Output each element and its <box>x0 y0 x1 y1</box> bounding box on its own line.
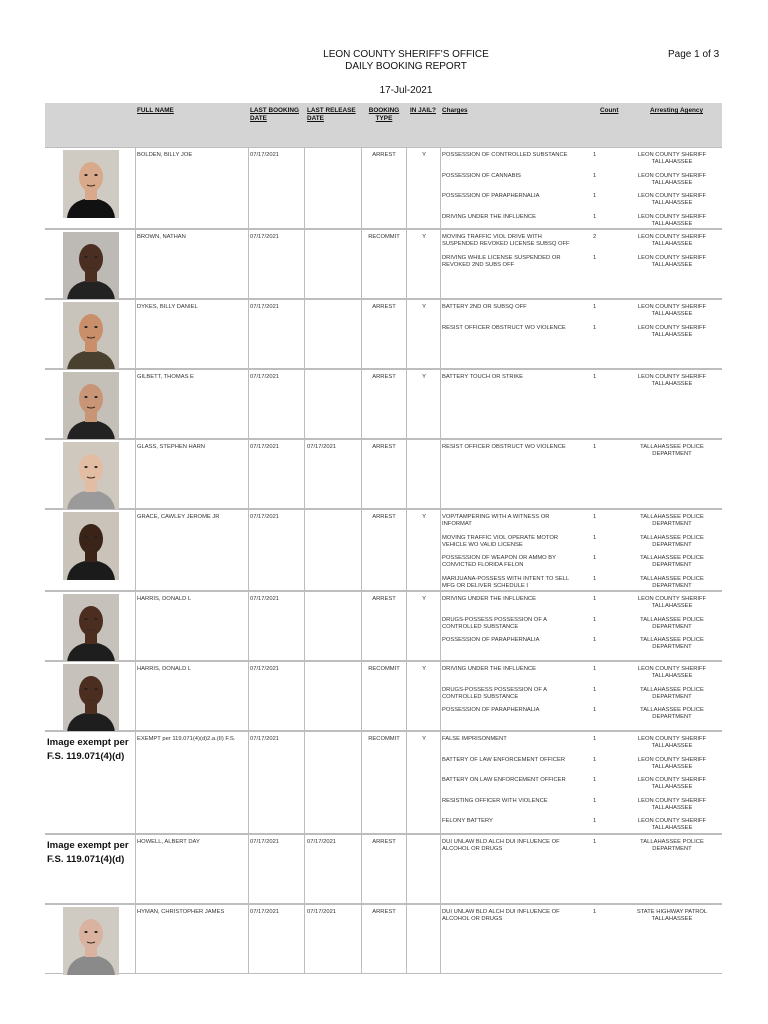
full-name: GLASS, STEPHEN HARN <box>137 444 205 450</box>
mugshot-photo <box>63 442 119 510</box>
column-divider <box>361 732 362 833</box>
column-divider <box>440 148 441 228</box>
column-divider <box>248 370 249 438</box>
column-divider <box>304 300 305 368</box>
column-divider <box>440 835 441 903</box>
full-name: HARRIS, DONALD L <box>137 666 192 672</box>
column-divider <box>406 510 407 590</box>
column-divider <box>406 835 407 903</box>
release-date: 07/17/2021 <box>307 839 337 845</box>
column-divider <box>135 662 136 730</box>
col-last-release-line1: LAST RELEASE <box>307 107 356 114</box>
mugshot-image <box>63 232 119 300</box>
column-divider <box>440 370 441 438</box>
mugshot-photo <box>63 150 119 218</box>
column-divider <box>361 905 362 973</box>
charge-description: POSSESSION OF CONTROLLED SUBSTANCE <box>442 152 568 158</box>
booking-date: 07/17/2021 <box>250 514 280 520</box>
mugshot-image <box>63 664 119 732</box>
col-booking-type-line1: BOOKING <box>368 107 400 114</box>
arresting-agency: TALLAHASSEE POLICE DEPARTMENT <box>640 575 704 589</box>
table-header <box>45 103 722 147</box>
booking-type: RECOMMIT <box>368 666 400 672</box>
column-divider <box>304 592 305 660</box>
full-name: EXEMPT per 119.071(4)(d)2.a.(II) F.S. <box>137 736 236 742</box>
column-divider <box>135 440 136 508</box>
charge-description: FELONY BATTERY <box>442 818 493 824</box>
charge-count: 1 <box>593 534 597 541</box>
booking-type: ARREST <box>372 514 396 520</box>
charge-description: DRIVING UNDER THE INFLUENCE <box>442 666 536 672</box>
column-divider <box>304 148 305 228</box>
column-divider <box>406 148 407 228</box>
arresting-agency: TALLAHASSEE POLICE DEPARTMENT <box>640 555 704 568</box>
arresting-agency: TALLAHASSEE POLICE DEPARTMENT <box>640 514 704 527</box>
charge-count: 1 <box>593 797 597 804</box>
booking-date: 07/17/2021 <box>250 839 280 845</box>
booking-type: ARREST <box>372 374 396 380</box>
arresting-agency: LEON COUNTY SHERIFF TALLAHASSEE <box>637 818 707 831</box>
col-booking-type-line2: TYPE <box>375 115 393 122</box>
mugshot-image <box>63 594 119 662</box>
charge-count: 1 <box>593 777 597 783</box>
charge-description: MOVING TRAFFIC VIOL DRIVE WITH SUSPENDED REVOKED LICENSE SUBSQ OFF <box>442 234 570 247</box>
arresting-agency: LEON COUNTY SHERIFF TALLAHASSEE <box>637 596 707 609</box>
charge-count: 1 <box>593 152 597 158</box>
charge-description: FALSE IMPRISONMENT <box>442 736 507 742</box>
charge-count: 1 <box>593 686 597 693</box>
col-last-booking-line1: LAST BOOKING <box>250 107 299 114</box>
booking-type: RECOMMIT <box>368 234 400 240</box>
column-divider <box>440 905 441 973</box>
in-jail: Y <box>422 152 426 158</box>
in-jail: Y <box>422 374 426 380</box>
col-booking-type <box>367 107 401 123</box>
mugshot-photo <box>63 512 119 580</box>
column-divider <box>406 440 407 508</box>
full-name: HOWELL, ALBERT DAY <box>137 839 200 845</box>
arresting-agency: LEON COUNTY SHERIFF TALLAHASSEE <box>637 374 707 387</box>
mugshot-photo <box>63 302 119 370</box>
booking-type: ARREST <box>372 304 396 310</box>
charge-description: MARIJUANA-POSSESS WITH INTENT TO SELL MFG OR DELIVER SCHEDULE I <box>442 575 570 589</box>
arresting-agency: LEON COUNTY SHERIFF TALLAHASSEE <box>637 736 707 749</box>
charge-description: BATTERY OF LAW ENFORCEMENT OFFICER <box>442 756 566 763</box>
column-divider <box>135 370 136 438</box>
table-row <box>45 509 722 591</box>
charge-count: 1 <box>593 172 597 179</box>
booking-type: ARREST <box>372 444 396 450</box>
column-divider <box>248 510 249 590</box>
col-last-booking <box>250 107 299 123</box>
column-divider <box>361 592 362 660</box>
in-jail: Y <box>422 304 426 310</box>
office-name: LEON COUNTY SHERIFF'S OFFICE <box>323 49 489 60</box>
in-jail: Y <box>422 666 426 672</box>
charge-description: RESIST OFFICER OBSTRUCT WO VIOLENCE <box>442 324 566 331</box>
charge-count: 1 <box>593 304 597 310</box>
col-last-release-line2: DATE <box>307 115 324 122</box>
mugshot-image <box>63 372 119 440</box>
charge-count: 1 <box>593 616 597 623</box>
arresting-agency: LEON COUNTY SHERIFF TALLAHASSEE <box>637 756 707 770</box>
booking-type: ARREST <box>372 152 396 158</box>
mugshot-photo <box>63 372 119 440</box>
in-jail: Y <box>422 234 426 240</box>
mugshot-photo <box>63 594 119 662</box>
column-divider <box>135 732 136 833</box>
booking-type: ARREST <box>372 909 396 915</box>
arresting-agency: TALLAHASSEE POLICE DEPARTMENT <box>640 534 704 548</box>
full-name: GILBETT, THOMAS E <box>137 374 194 380</box>
charge-description: DRIVING UNDER THE INFLUENCE <box>442 596 536 602</box>
column-divider <box>440 592 441 660</box>
in-jail: Y <box>422 736 426 742</box>
col-last-release <box>307 107 356 123</box>
charge-description: POSSESSION OF PARAPHERNALIA <box>442 707 540 713</box>
report-name: DAILY BOOKING REPORT <box>345 61 467 72</box>
column-divider <box>361 370 362 438</box>
page-indicator: Page 1 of 3 <box>668 49 720 60</box>
arresting-agency: LEON COUNTY SHERIFF TALLAHASSEE <box>637 324 707 338</box>
arresting-agency: LEON COUNTY SHERIFF TALLAHASSEE <box>637 777 707 790</box>
full-name: BROWN, NATHAN <box>137 234 186 240</box>
photo-exempt-notice: Image exempt per F.S. 119.071(4)(d) <box>47 840 129 865</box>
column-divider <box>135 300 136 368</box>
col-charges: Charges <box>442 107 468 114</box>
table-row <box>45 591 722 661</box>
mugshot-image <box>63 442 119 510</box>
charge-description: DUI UNLAW BLD ALCH DUI INFLUENCE OF ALCOHOL OR DRUGS <box>442 839 560 852</box>
booking-date: 07/17/2021 <box>250 444 280 450</box>
column-divider <box>406 370 407 438</box>
column-divider <box>406 905 407 973</box>
charge-description: DRUGS-POSSESS POSSESSION OF A CONTROLLED SUBSTANCE <box>442 616 547 630</box>
column-divider <box>406 662 407 730</box>
column-divider <box>361 835 362 903</box>
col-full-name: FULL NAME <box>137 107 174 114</box>
table-row <box>45 661 722 731</box>
charge-description: DRIVING UNDER THE INFLUENCE <box>442 213 536 220</box>
charge-count: 1 <box>593 254 597 261</box>
column-divider <box>248 148 249 228</box>
arresting-agency: TALLAHASSEE POLICE DEPARTMENT <box>640 707 704 720</box>
column-divider <box>248 440 249 508</box>
column-divider <box>304 732 305 833</box>
column-divider <box>304 230 305 298</box>
col-last-booking-line2: DATE <box>250 115 267 122</box>
in-jail: Y <box>422 514 426 520</box>
arresting-agency: LEON COUNTY SHERIFF TALLAHASSEE <box>637 254 707 268</box>
booking-type: ARREST <box>372 596 396 602</box>
charge-count: 1 <box>593 666 597 672</box>
charge-description: POSSESSION OF CANNABIS <box>442 172 521 179</box>
charge-count: 1 <box>593 707 597 713</box>
charge-count: 1 <box>593 756 597 763</box>
arresting-agency: LEON COUNTY SHERIFF TALLAHASSEE <box>637 172 707 186</box>
column-divider <box>304 905 305 973</box>
charge-description: MOVING TRAFFIC VIOL OPERATE MOTOR VEHICLE WO VALID LICENSE <box>442 534 559 548</box>
booking-date: 07/17/2021 <box>250 909 280 915</box>
arresting-agency: LEON COUNTY SHERIFF TALLAHASSEE <box>637 213 707 227</box>
booking-date: 07/17/2021 <box>250 736 280 742</box>
arresting-agency: TALLAHASSEE POLICE DEPARTMENT <box>640 686 704 700</box>
column-divider <box>440 662 441 730</box>
column-divider <box>361 662 362 730</box>
col-agency: Arresting Agency <box>650 107 704 114</box>
column-divider <box>248 732 249 833</box>
column-divider <box>440 440 441 508</box>
photo-exempt-notice: Image exempt per F.S. 119.071(4)(d) <box>47 737 129 762</box>
report-date: 17-Jul-2021 <box>379 85 433 96</box>
arresting-agency: TALLAHASSEE POLICE DEPARTMENT <box>640 637 704 650</box>
booking-type: RECOMMIT <box>368 736 400 742</box>
arresting-agency: LEON COUNTY SHERIFF TALLAHASSEE <box>637 666 707 679</box>
charge-count: 1 <box>593 555 597 561</box>
charge-description: RESIST OFFICER OBSTRUCT WO VIOLENCE <box>442 444 566 450</box>
booking-date: 07/17/2021 <box>250 234 280 240</box>
full-name: BOLDEN, BILLY JOE <box>137 152 193 158</box>
mugshot-photo <box>63 664 119 732</box>
column-divider <box>135 148 136 228</box>
column-divider <box>361 510 362 590</box>
column-divider <box>135 905 136 973</box>
release-date: 07/17/2021 <box>307 444 337 450</box>
column-divider <box>304 662 305 730</box>
column-divider <box>304 835 305 903</box>
column-divider <box>135 230 136 298</box>
release-date: 07/17/2021 <box>307 909 337 915</box>
full-name: GRACE, CAWLEY JEROME JR <box>137 514 220 520</box>
column-divider <box>248 300 249 368</box>
column-divider <box>440 230 441 298</box>
column-divider <box>361 440 362 508</box>
table-row <box>45 147 722 229</box>
arresting-agency: LEON COUNTY SHERIFF TALLAHASSEE <box>637 234 707 247</box>
mugshot-photo <box>63 907 119 975</box>
charge-count: 1 <box>593 818 597 824</box>
table-row <box>45 731 722 834</box>
column-divider <box>406 230 407 298</box>
charge-count: 1 <box>593 909 597 915</box>
full-name: DYKES, BILLY DANIEL <box>137 304 198 310</box>
table-row <box>45 229 722 299</box>
charge-count: 1 <box>593 324 597 331</box>
booking-date: 07/17/2021 <box>250 304 280 310</box>
column-divider <box>440 732 441 833</box>
arresting-agency: LEON COUNTY SHERIFF TALLAHASSEE <box>637 304 707 317</box>
charge-description: DRUGS-POSSESS POSSESSION OF A CONTROLLED SUBSTANCE <box>442 686 547 700</box>
table-row <box>45 299 722 369</box>
charge-count: 1 <box>593 596 597 602</box>
full-name: HYMAN, CHRISTOPHER JAMES <box>137 909 225 915</box>
charge-count: 1 <box>593 444 597 450</box>
column-divider <box>248 905 249 973</box>
table-row <box>45 439 722 509</box>
charge-count: 1 <box>593 374 597 380</box>
charge-description: POSSESSION OF PARAPHERNALIA <box>442 193 540 199</box>
charge-description: DRIVING WHILE LICENSE SUSPENDED OR REVOKED 2ND SUBS OFF <box>442 254 561 268</box>
arresting-agency: LEON COUNTY SHERIFF TALLAHASSEE <box>637 797 707 811</box>
table-row <box>45 834 722 904</box>
charge-count: 1 <box>593 839 597 845</box>
column-divider <box>440 510 441 590</box>
arresting-agency: LEON COUNTY SHERIFF TALLAHASSEE <box>637 193 707 206</box>
column-divider <box>304 370 305 438</box>
arresting-agency: TALLAHASSEE POLICE DEPARTMENT <box>640 839 704 852</box>
charge-description: POSSESSION OF PARAPHERNALIA <box>442 637 540 643</box>
column-divider <box>406 300 407 368</box>
booking-date: 07/17/2021 <box>250 596 280 602</box>
column-divider <box>406 732 407 833</box>
column-divider <box>304 510 305 590</box>
mugshot-image <box>63 907 119 975</box>
charge-count: 1 <box>593 575 597 582</box>
col-count: Count <box>600 107 619 114</box>
charge-description: BATTERY TOUCH OR STRIKE <box>442 374 523 380</box>
booking-date: 07/17/2021 <box>250 666 280 672</box>
charge-count: 1 <box>593 637 597 643</box>
booking-date: 07/17/2021 <box>250 152 280 158</box>
mugshot-image <box>63 302 119 370</box>
column-divider <box>361 148 362 228</box>
charge-description: DUI UNLAW BLD ALCH DUI INFLUENCE OF ALCOHOL OR DRUGS <box>442 909 560 922</box>
column-divider <box>304 440 305 508</box>
mugshot-image <box>63 150 119 218</box>
charge-count: 2 <box>593 234 597 240</box>
in-jail: Y <box>422 596 426 602</box>
charge-count: 1 <box>593 736 597 742</box>
charge-description: VOP/TAMPERING WITH A WITNESS OR INFORMAT <box>442 514 550 527</box>
charge-description: RESISTING OFFICER WITH VIOLENCE <box>442 797 548 804</box>
column-divider <box>135 592 136 660</box>
mugshot-photo <box>63 232 119 300</box>
booking-date: 07/17/2021 <box>250 374 280 380</box>
charge-description: BATTERY 2ND OR SUBSQ OFF <box>442 304 527 310</box>
arresting-agency: TALLAHASSEE POLICE DEPARTMENT <box>640 444 704 457</box>
column-divider <box>406 592 407 660</box>
column-divider <box>135 835 136 903</box>
column-divider <box>361 300 362 368</box>
col-in-jail: IN JAIL? <box>410 107 436 114</box>
column-divider <box>361 230 362 298</box>
table-row <box>45 369 722 439</box>
table-row <box>45 904 722 974</box>
column-divider <box>440 300 441 368</box>
full-name: HARRIS, DONALD L <box>137 596 192 602</box>
booking-type: ARREST <box>372 839 396 845</box>
arresting-agency: STATE HIGHWAY PATROL TALLAHASSEE <box>636 909 708 922</box>
arresting-agency: LEON COUNTY SHERIFF TALLAHASSEE <box>637 152 707 165</box>
charge-count: 1 <box>593 514 597 520</box>
arresting-agency: TALLAHASSEE POLICE DEPARTMENT <box>640 616 704 630</box>
charge-description: POSSESSION OF WEAPON OR AMMO BY CONVICTED FLORIDA FELON <box>442 555 556 568</box>
charge-description: BATTERY ON LAW ENFORCEMENT OFFICER <box>442 777 566 783</box>
report-title <box>0 49 768 73</box>
column-divider <box>135 510 136 590</box>
column-divider <box>248 662 249 730</box>
column-divider <box>248 592 249 660</box>
charge-count: 1 <box>593 193 597 199</box>
column-divider <box>248 835 249 903</box>
charge-count: 1 <box>593 213 597 220</box>
column-divider <box>248 230 249 298</box>
mugshot-image <box>63 512 119 580</box>
